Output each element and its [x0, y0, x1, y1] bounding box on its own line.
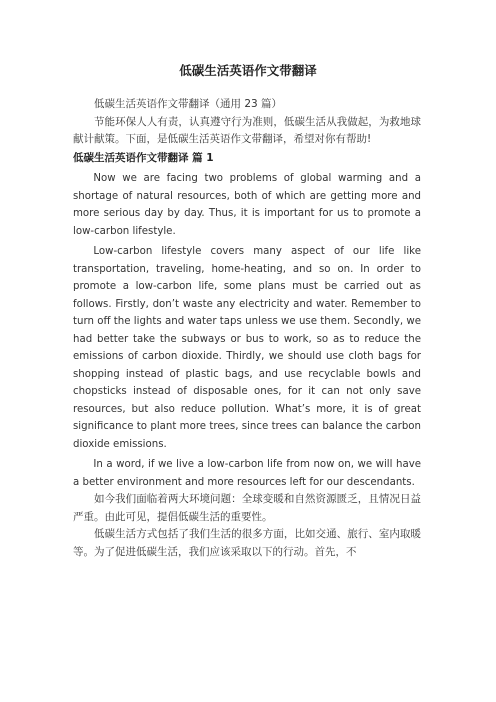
intro-paragraph: 节能环保人人有责，认真遵守行为准则，低碳生活从我做起，为救地球献计献策。下面，是低碳生活英语作文带翻译，希望对你有帮助! [73, 115, 421, 145]
document-title: 低碳生活英语作文带翻译 [179, 63, 317, 78]
english-paragraph-2: Low-carbon lifestyle covers many aspect of our life like transportation, traveling, home-heating, and so on. In order to promote a low-carbon life, some plans must be carried out as follows. Firstly, don’t waste any electricity and water. Remember to turn off the lights and water taps unless we use them. Secondly, we had better take the subways or bus to work, so as to reduce the emissions of carbon dioxide. Thirdly, we should use cloth bags for shopping instead of plastic bags, and use recyclable bowls and chopsticks instead of disposable ones, for it can not only save resources, but also reduce pollution. What’s more, it is of great significance to plant more trees, since trees can balance the carbon dioxide emissions. [73, 246, 421, 450]
section-heading: 低碳生活英语作文带翻译 篇 1 [73, 151, 214, 164]
english-paragraph-1: Now we are facing two problems of global warming and a shortage of natural resources, both of which are getting more and more serious day by day. Thus, it is important for us to promote a low-carbon lifestyle. [73, 173, 421, 237]
chinese-paragraph-1: 如今我们面临着两大环境问题：全球变暖和自然资源匮乏，且情况日益严重。由此可见，提倡低碳生活的重要性。 [73, 493, 421, 523]
document-body [73, 96, 421, 561]
chinese-paragraph-2: 低碳生活方式包括了我们生活的很多方面，比如交通、旅行、室内取暖等。为了促进低碳生活，我们应该采取以下的行动。首先，不 [73, 528, 421, 558]
english-paragraph-3: In a word, if we live a low-carbon life from now on, we will have a better environment and more resources left for our descendants. [73, 459, 421, 488]
document-subtitle: 低碳生活英语作文带翻译（通用 23 篇） [94, 98, 283, 110]
